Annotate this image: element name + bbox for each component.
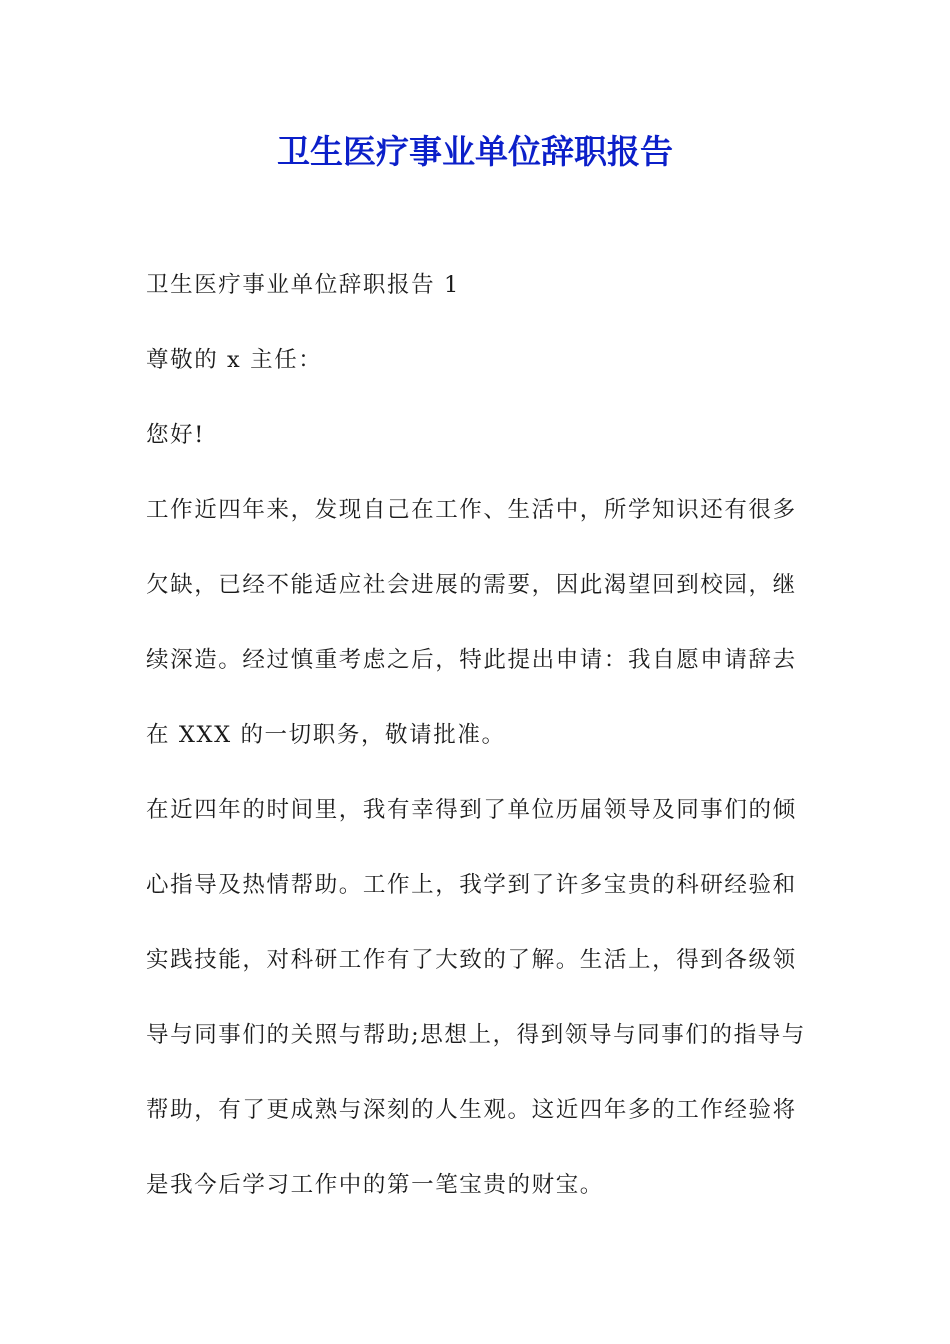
paragraph-line: 在近四年的时间里，我有幸得到了单位历届领导及同事们的倾 (146, 797, 797, 823)
paragraph-line: 欠缺，已经不能适应社会进展的需要，因此渴望回到校园，继 (146, 572, 797, 598)
paragraph-line: 导与同事们的关照与帮助;思想上，得到领导与同事们的指导与 (146, 1022, 806, 1048)
greeting: 您好! (146, 422, 205, 448)
paragraph-line: 续深造。经过慎重考虑之后，特此提出申请：我自愿申请辞去 (146, 647, 797, 673)
report-heading: 卫生医疗事业单位辞职报告 1 (146, 272, 460, 298)
salutation: 尊敬的 x 主任： (146, 347, 323, 373)
paragraph-line: 帮助，有了更成熟与深刻的人生观。这近四年多的工作经验将 (146, 1097, 797, 1123)
paragraph-line: 心指导及热情帮助。工作上，我学到了许多宝贵的科研经验和 (146, 872, 797, 898)
paragraph-line: 工作近四年来，发现自己在工作、生活中，所学知识还有很多 (146, 497, 797, 523)
document-body (146, 248, 806, 1223)
paragraph-line: 实践技能，对科研工作有了大致的了解。生活上，得到各级领 (146, 947, 797, 973)
paragraph-line: 是我今后学习工作中的第一笔宝贵的财宝。 (146, 1172, 604, 1198)
document-title: 卫生医疗事业单位辞职报告 (277, 132, 673, 171)
paragraph-line: 在 XXX 的一切职务，敬请批准。 (146, 722, 506, 748)
